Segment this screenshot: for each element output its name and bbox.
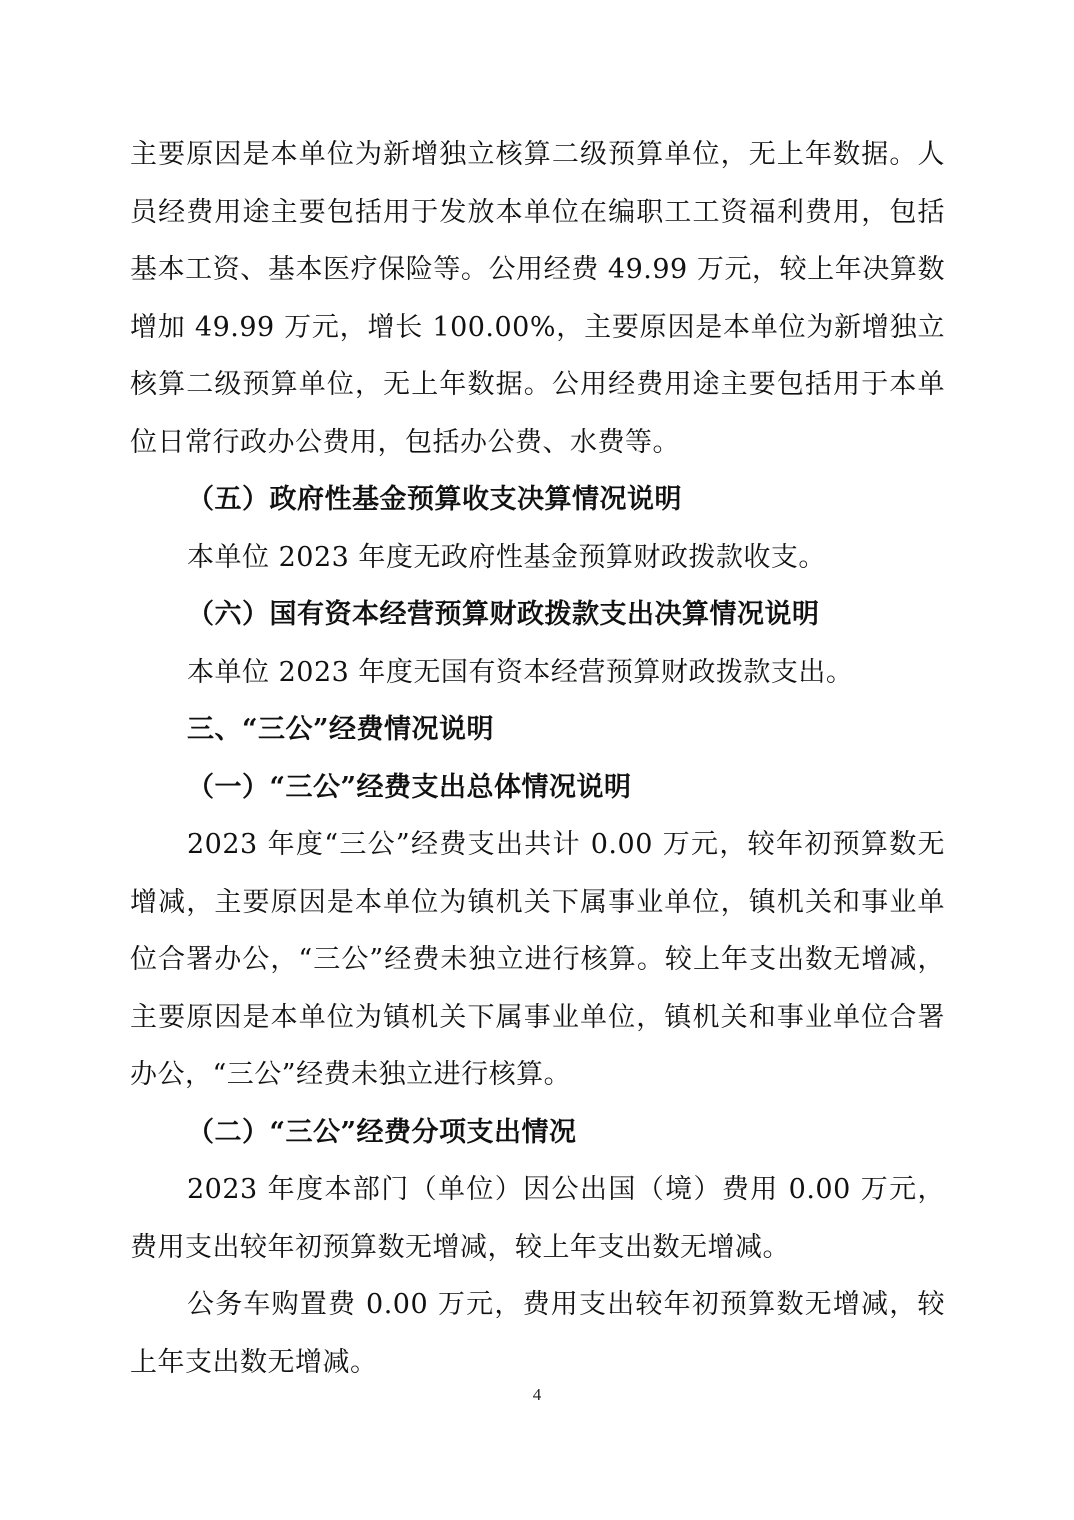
section-heading: （一）“三公”经费支出总体情况说明 [187, 771, 632, 803]
paragraph: 2023 年度“三公”经费支出共计 0.00 万元，较年初预算数无增减，主要原因是本单位为镇机关下属事业单位，镇机关和事业单位合署办公，“三公”经费未独立进行核算。较上年支出数无增减，主要原因是本单位为镇机关下属事业单位，镇机关和事业单位合署办公，“三公”经费未独立进行核算。 [130, 829, 945, 1090]
document-body [130, 126, 945, 1391]
section-heading: （五）政府性基金预算收支决算情况说明 [187, 484, 682, 515]
page-number: 4 [532, 1385, 542, 1404]
paragraph: 2023 年度本部门（单位）因公出国（境）费用 0.00 万元，费用支出较年初预算数无增减，较上年支出数无增减。 [130, 1174, 945, 1263]
chapter-heading: 三、“三公”经费情况说明 [187, 714, 495, 745]
paragraph: 本单位 2023 年度无国有资本经营预算财政拨款支出。 [187, 656, 854, 688]
section-heading: （二）“三公”经费分项支出情况 [187, 1116, 577, 1148]
paragraph: 公务车购置费 0.00 万元，费用支出较年初预算数无增减，较上年支出数无增减。 [130, 1289, 945, 1378]
paragraph: 本单位 2023 年度无政府性基金预算财政拨款收支。 [187, 541, 826, 573]
paragraph: 主要原因是本单位为新增独立核算二级预算单位，无上年数据。人员经费用途主要包括用于发放本单位在编职工工资福利费用，包括基本工资、基本医疗保险等。公用经费 49.99 万元，较上年决算数增加 49.99 万元，增长 100.00%，主要原因是本单位为新增独立核算二级预算单位，无上年数据。公用经费用途主要包括用于本单位日常行政办公费用，包括办公费、水费等。 [130, 139, 945, 458]
section-heading: （六）国有资本经营预算财政拨款支出决算情况说明 [187, 599, 820, 630]
